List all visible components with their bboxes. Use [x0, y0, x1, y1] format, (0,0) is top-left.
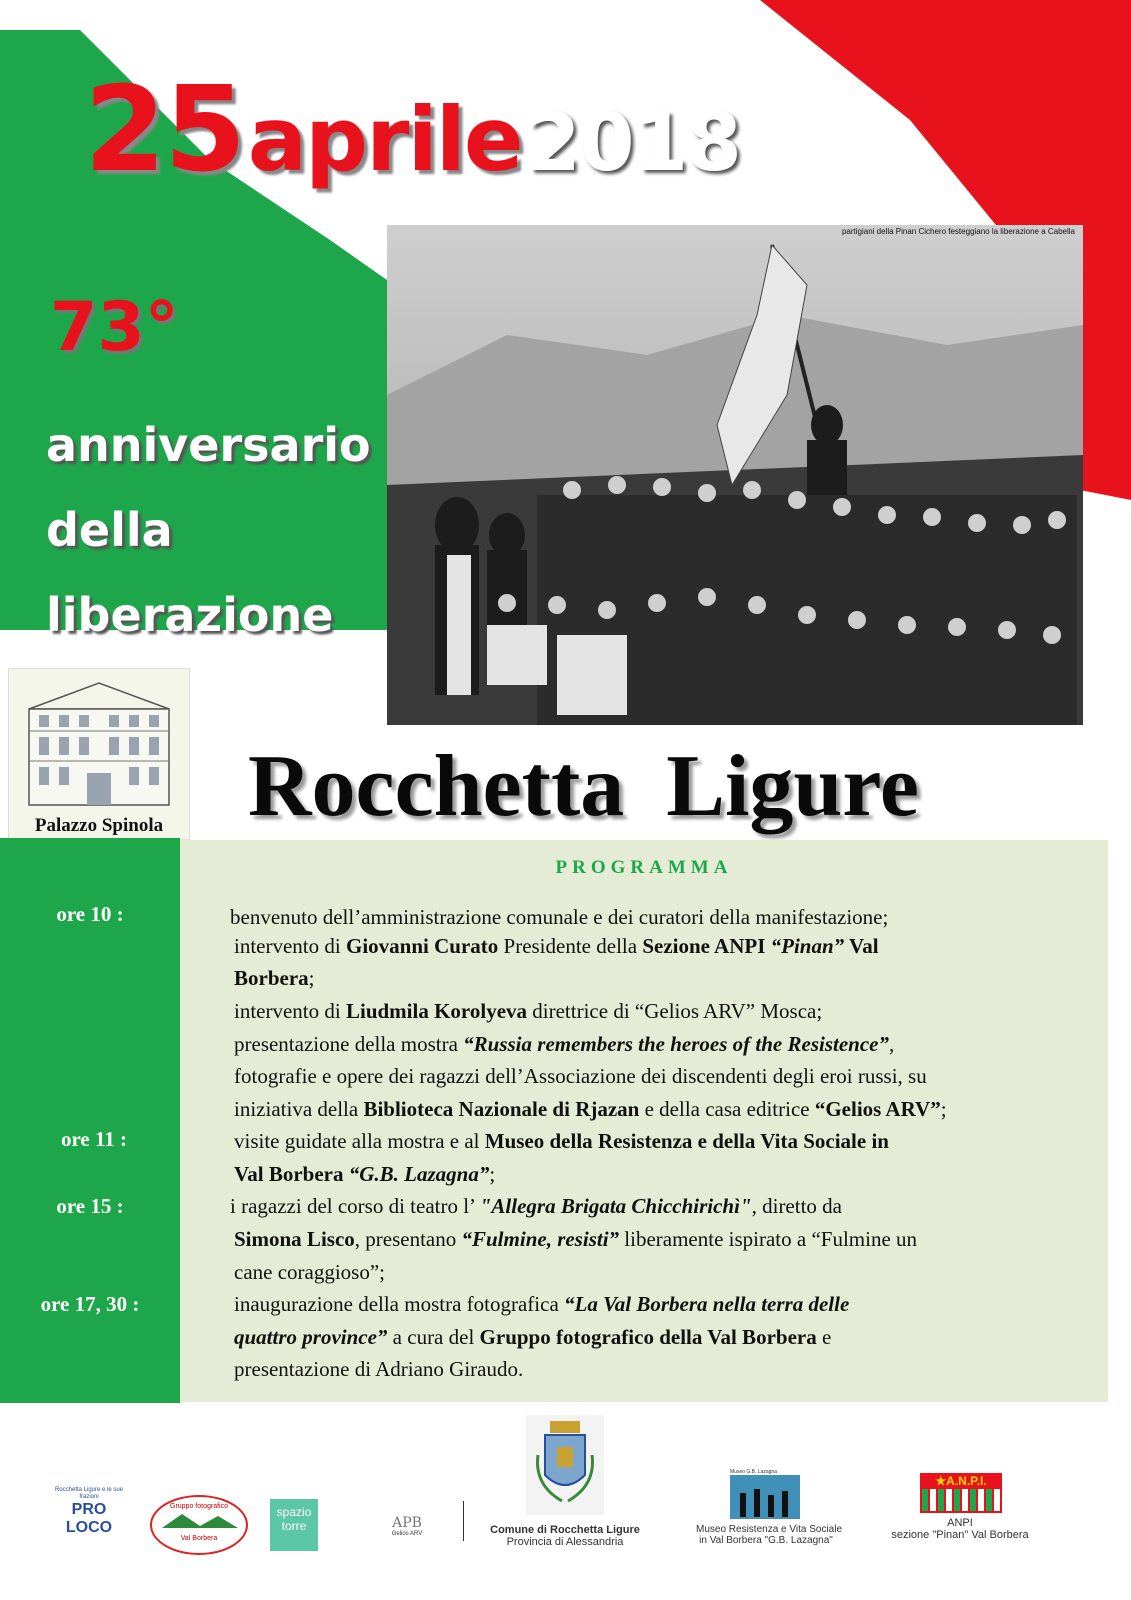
anniversary-line-3: liberazione [46, 588, 334, 642]
museo-logo [696, 1469, 843, 1553]
program-text-segment: Biblioteca Nazionale di Rjazan [363, 1097, 640, 1121]
program-text-segment: “Fulmine, resisti” [461, 1227, 620, 1251]
program-text-segment: intervento di [234, 999, 346, 1023]
program-line [230, 1194, 842, 1219]
coat-of-arms-icon [490, 1415, 640, 1519]
gruppo-bottom: Val Borbera [180, 1535, 218, 1542]
program-text-segment: fotografie e opere dei ragazzi dell’Associazione dei discendenti degli eroi russi, su [234, 1064, 927, 1088]
anpi-stripes-icon [920, 1489, 1002, 1511]
program-text-segment: e della casa editrice [639, 1097, 815, 1121]
museo-line2: in Val Borbera "G.B. Lazagna" [699, 1535, 833, 1546]
program-text-segment: Borbera [234, 966, 309, 990]
museo-line1: Museo Resistenza e Vita Sociale [696, 1524, 843, 1535]
anniversary-line-1: anniversario [46, 418, 371, 472]
program-line [234, 1064, 927, 1089]
time-label: ore 17, 30 : [40, 1292, 140, 1316]
program-line [234, 1129, 889, 1154]
program-text-segment: “Russia remembers the heroes of the Resistence” [463, 1032, 889, 1056]
time-label: ore 10 : [56, 902, 124, 926]
program-text-segment: Simona Lisco [234, 1227, 355, 1251]
date-year: 2018 [525, 96, 740, 189]
program-line [234, 1260, 385, 1285]
palazzo-spinola-drawing [8, 668, 190, 840]
program-text-segment: visite guidate alla mostra e al [234, 1129, 485, 1153]
program-text-segment: ; [489, 1162, 496, 1186]
comune-name: Comune di Rocchetta Ligure [490, 1524, 640, 1536]
program-text-segment: iniziativa della [234, 1097, 364, 1121]
event-date-title [84, 60, 740, 198]
program-text-segment: “Pinan” [770, 934, 845, 958]
program-line [230, 905, 888, 930]
program-text-segment: i ragazzi del corso di teatro l’ [230, 1194, 480, 1218]
museo-small: Museo G.B. Lazagna [730, 1469, 777, 1475]
program-text-segment: , presentano [354, 1227, 462, 1251]
date-month: aprile [247, 88, 522, 191]
program-text-segment: Liudmila Korolyeva [345, 999, 528, 1023]
program-line [234, 1162, 495, 1187]
program-line [234, 1292, 849, 1317]
landscape-icon [152, 1510, 246, 1530]
program-text-segment: presentazione di Adriano Giraudo. [234, 1357, 524, 1381]
program-text-segment: benvenuto dell’amministrazione comunale e dei curatori della manifestazione; [230, 905, 889, 929]
spazio-torre-logo: spazio torre [270, 1499, 318, 1551]
gruppo-top: Gruppo fotografico [170, 1503, 228, 1510]
anpi-line1: ANPI [947, 1517, 973, 1529]
program-line [234, 934, 879, 959]
program-text-segment: e [816, 1325, 832, 1349]
program-text-segment: presentazione della mostra [234, 1032, 464, 1056]
program-line [234, 1325, 831, 1350]
program-text-segment: inaugurazione della mostra fotografica [234, 1292, 565, 1316]
anpi-logo [870, 1473, 1050, 1557]
program-text-segment: Giovanni Curato [345, 934, 499, 958]
program-text-segment: Sezione ANPI [642, 934, 771, 958]
anpi-badge [920, 1473, 1002, 1513]
program-text-segment: , diretto da [751, 1194, 842, 1218]
program-text-segment: "Allegra Brigata Chicchirichì" [479, 1194, 752, 1218]
program-text-segment: ; [940, 1097, 947, 1121]
program-text-segment: quattro province” [234, 1325, 388, 1349]
program-text-segment: Museo della Resistenza e della Vita Sociale in [484, 1129, 889, 1153]
program-text-segment: cane coraggioso”; [234, 1260, 386, 1284]
anpi-mark: ★A.N.P.I. [935, 1474, 987, 1488]
anniversary-number: 73° [50, 288, 179, 367]
museum-figures-icon [696, 1475, 836, 1519]
partisans-photo-drawing [387, 225, 1083, 725]
place-name: Rocchetta Ligure [248, 738, 919, 835]
program-line [234, 1097, 947, 1122]
logo-divider [463, 1501, 464, 1541]
program-text-segment: Presidente della [498, 934, 643, 958]
program-line [234, 1032, 894, 1057]
program-line [234, 966, 315, 991]
program-line [234, 1227, 917, 1252]
gruppo-fotografico-logo [150, 1495, 248, 1555]
program-text-segment: Val [844, 934, 879, 958]
time-label: ore 11 : [60, 1127, 128, 1151]
program-text-segment: , [888, 1032, 895, 1056]
program-text-segment: “G.B. Lazagna” [348, 1162, 490, 1186]
photo-caption: partigiani della Pinan Cichero festeggiano la liberazione a Cabella [841, 227, 1075, 236]
palazzo-label: Palazzo Spinola [34, 815, 164, 836]
anpi-line2: sezione "Pinan" Val Borbera [891, 1529, 1029, 1541]
date-day: 25 [84, 60, 245, 198]
program-text-segment: Gruppo fotografico della Val Borbera [479, 1325, 817, 1349]
proloco-small: Rocchetta Ligure e le sue frazioni [54, 1487, 124, 1500]
program-text-segment: “Gelios ARV” [814, 1097, 941, 1121]
proloco-name: PRO LOCO [65, 1501, 113, 1536]
comune-logo [490, 1415, 640, 1565]
program-text-segment: direttrice di “Gelios ARV” Mosca; [527, 999, 823, 1023]
program-text-segment: liberamente ispirato a “Fulmine un [619, 1227, 918, 1251]
time-label: ore 15 : [56, 1194, 124, 1218]
gelios-mark: APB [392, 1515, 422, 1531]
program-line [234, 1357, 523, 1382]
program-text-segment: Val Borbera [234, 1162, 349, 1186]
program-text-segment: a cura del [387, 1325, 480, 1349]
partisans-photo [387, 225, 1083, 725]
program-title: PROGRAMMA [555, 857, 733, 878]
program-line [234, 999, 822, 1024]
program-text-segment: ; [308, 966, 315, 990]
gelios-logo [372, 1515, 442, 1555]
gelios-label: Gelios ARV [391, 1531, 423, 1537]
proloco-logo [48, 1487, 130, 1536]
program-text-segment: intervento di [234, 934, 346, 958]
sponsor-footer [0, 1403, 1131, 1600]
program-text-segment: “La Val Borbera nella terra delle [564, 1292, 850, 1316]
comune-provincia: Provincia di Alessandria [506, 1536, 624, 1548]
palazzo-icon [9, 669, 189, 809]
anniversary-line-2: della [46, 503, 173, 557]
